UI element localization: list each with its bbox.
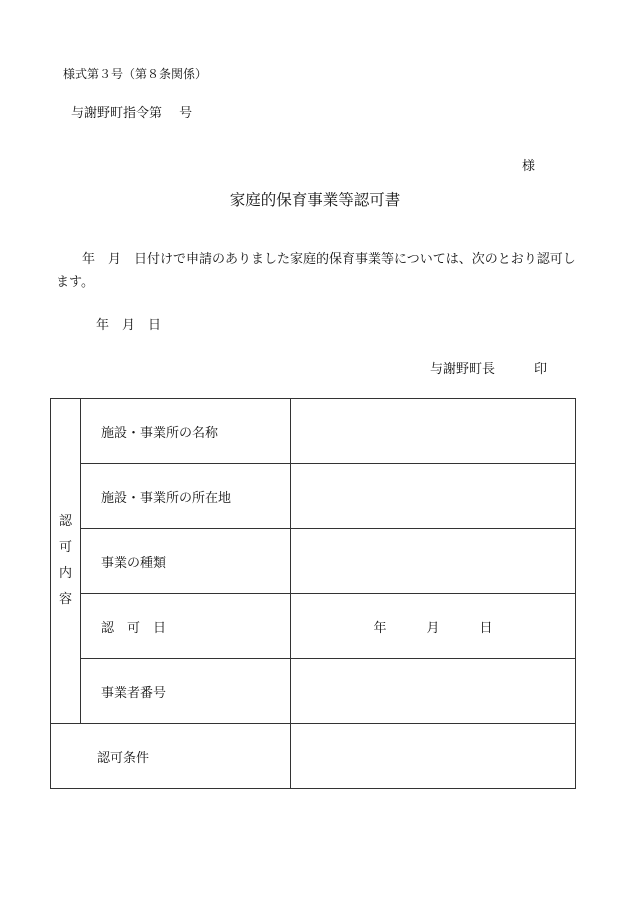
body-text: 年 月 日付けで申請のありました家庭的保育事業等については、次のとおり認可します。 <box>56 252 576 290</box>
table-row <box>51 399 576 464</box>
addressee-honorific: 様 <box>522 159 536 174</box>
permit-conditions-label: 認可条件 <box>51 724 291 789</box>
permit-date-day: 日 <box>479 620 493 636</box>
permit-date-field[interactable] <box>291 594 576 659</box>
group-label-char: 内 <box>58 566 72 581</box>
business-type-label: 事業の種類 <box>81 529 291 594</box>
operator-number-field[interactable] <box>291 659 576 724</box>
operator-number-label: 事業者番号 <box>81 659 291 724</box>
table-row <box>51 529 576 594</box>
group-label-char: 可 <box>58 540 72 555</box>
table-row <box>51 464 576 529</box>
business-type-field[interactable] <box>291 529 576 594</box>
form-number: 様式第３号（第８条関係） <box>63 67 208 81</box>
permit-date-year: 年 <box>373 620 387 636</box>
facility-address-label: 施設・事業所の所在地 <box>81 464 291 529</box>
facility-address-field[interactable] <box>291 464 576 529</box>
permit-details-table <box>50 398 576 789</box>
table-row <box>51 724 576 789</box>
document-number: 与謝野町指令第 号 <box>71 106 193 121</box>
permit-contents-group-label <box>51 399 81 724</box>
issuer-seal: 与謝野町長 印 <box>430 362 548 377</box>
table-row <box>51 594 576 659</box>
group-label-char: 認 <box>58 514 72 529</box>
facility-name-label: 施設・事業所の名称 <box>81 399 291 464</box>
permit-date-month: 月 <box>426 620 440 636</box>
document-title: 家庭的保育事業等認可書 <box>229 191 401 209</box>
facility-name-field[interactable] <box>291 399 576 464</box>
table-row <box>51 659 576 724</box>
permit-conditions-field[interactable] <box>291 724 576 789</box>
group-label-char: 容 <box>58 592 72 607</box>
permit-date-label: 認 可 日 <box>81 594 291 659</box>
issue-date: 年 月 日 <box>96 318 162 333</box>
